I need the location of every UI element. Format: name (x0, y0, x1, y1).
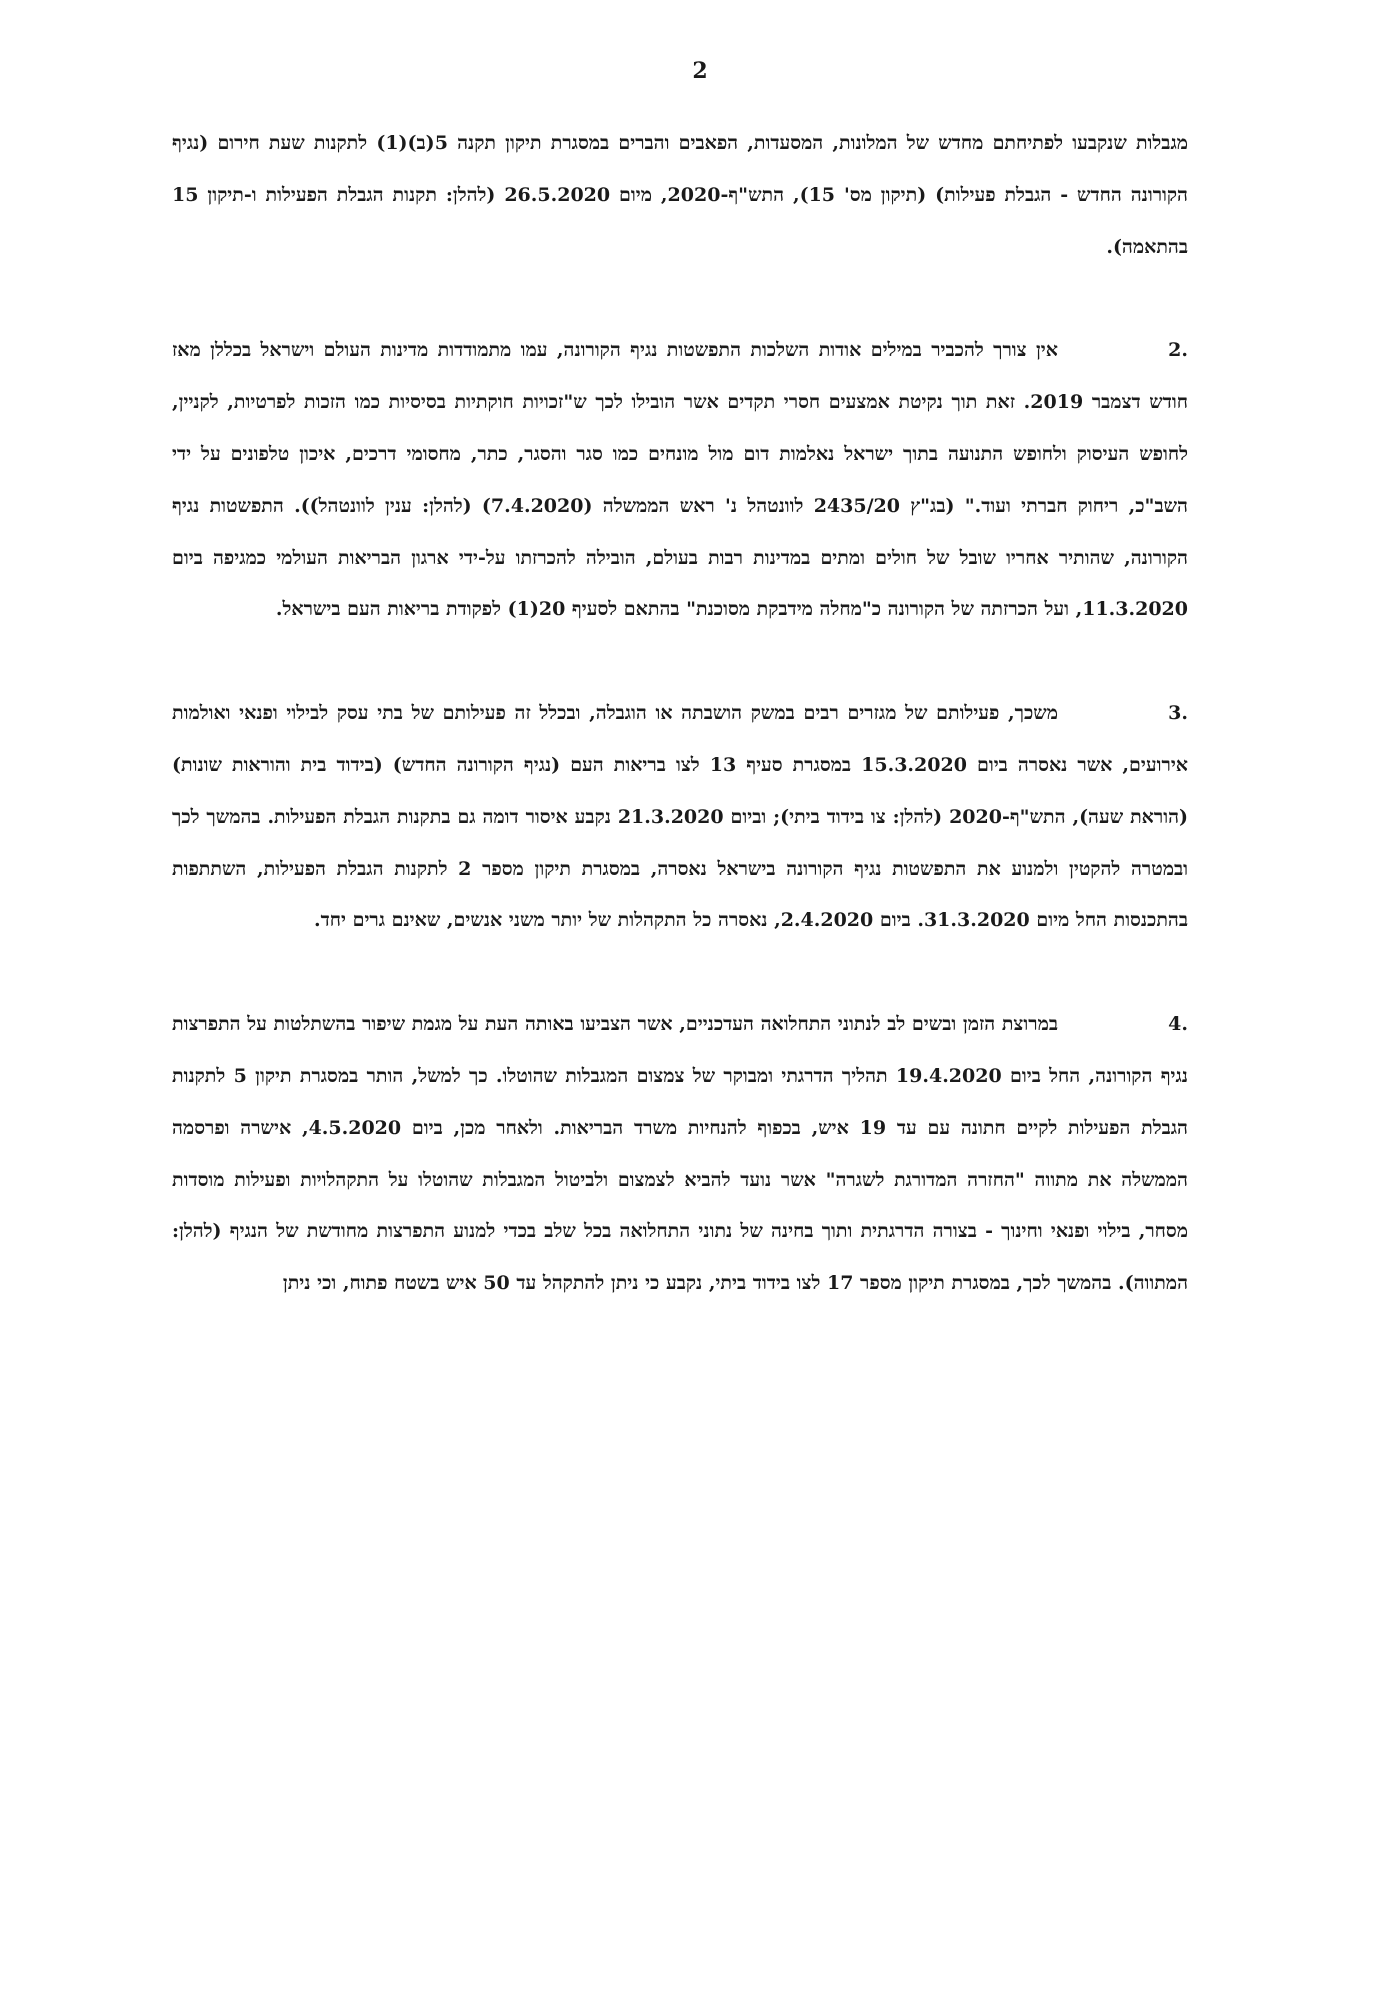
paragraph-text: מגבלות שנקבעו לפתיחתם מחדש של המלונות, המסעדות, הפאבים והברים במסגרת תיקון תקנה 5(ב)(1) לתקנות שעת חירום (נגיף הקורונה החדש - הגבלת פעילות) (תיקון מס' 15), התש"ף-2020, מיום 26.5.2020 (להלן: תקנות הגבלת הפעילות ו-תיקון 15 בהתאמה). (172, 132, 1188, 258)
paragraph-number: .2 (1168, 339, 1188, 362)
paragraph-number: .3 (1168, 702, 1188, 725)
paragraph-3 (172, 688, 1188, 947)
paragraph-text: משכך, פעילותם של מגזרים רבים במשק הושבתה או הוגבלה, ובכלל זה פעילותם של בתי עסק לבילוי ופנאי ואולמות אירועים, אשר נאסרה ביום 15.3.2020 במסגרת סעיף 13 לצו בריאות העם (נגיף הקורונה החדש) (בידוד בית והוראות שונות) (הוראת שעה), התש"ף-2020 (להלן: צו בידוד ביתי); וביום 21.3.2020 נקבע איסור דומה גם בתקנות הגבלת הפעילות. בהמשך לכך ובמטרה להקטין ולמנוע את התפשטות נגיף הקורונה בישראל נאסרה, במסגרת תיקון מספר 2 לתקנות הגבלת הפעילות, השתתפות בהתכנסות החל מיום 31.3.2020. ביום 2.4.2020, נאסרה כל התקהלות של יותר משני אנשים, שאינם גרים יחד. (172, 702, 1188, 932)
paragraph-4 (172, 999, 1188, 1310)
paragraph-continued (172, 118, 1188, 273)
paragraph-text: אין צורך להכביר במילים אודות השלכות התפשטות נגיף הקורונה, עמו מתמודדות מדינות העולם וישראל בכללן מאז חודש דצמבר 2019. זאת תוך נקיטת אמצעים חסרי תקדים אשר הובילו לכך ש"זכויות חוקתיות בסיסיות כמו הזכות לפרטיות, לקניין, לחופש העיסוק ולחופש התנועה בתוך ישראל נאלמות דום מול מונחים כמו סגר והסגר, כתר, מחסומי דרכים, איכון טלפונים על ידי השב"כ, ריחוק חברתי ועוד." (בג"ץ 2435/20 לוונטהל נ' ראש הממשלה (7.4.2020) (להלן: ענין לוונטהל)). התפשטות נגיף הקורונה, שהותיר אחריו שובל של חולים ומתים במדינות רבות בעולם, הובילה להכרזתו על-ידי ארגון הבריאות העולמי כמגיפה ביום 11.3.2020, ועל הכרזתה של הקורונה כ"מחלה מידבקת מסוכנת" בהתאם לסעיף 20(1) לפקודת בריאות העם בישראל. (172, 339, 1189, 621)
paragraph-number: .4 (1168, 1013, 1188, 1036)
document-body (172, 118, 1188, 1310)
paragraph-text: במרוצת הזמן ובשים לב לנתוני התחלואה העדכניים, אשר הצביעו באותה העת על מגמת שיפור בהשתלטות על התפרצות נגיף הקורונה, החל ביום 19.4.2020 תהליך הדרגתי ומבוקר של צמצום המגבלות שהוטלו. כך למשל, הותר במסגרת תיקון 5 לתקנות הגבלת הפעילות לקיים חתונה עם עד 19 איש, בכפוף להנחיות משרד הבריאות. ולאחר מכן, ביום 4.5.2020, אישרה ופרסמה הממשלה את מתווה "החזרה המדורגת לשגרה" אשר נועד להביא לצמצום ולביטול המגבלות שהוטלו על התקהלויות ופעילות מוסדות מסחר, בילוי ופנאי וחינוך - בצורה הדרגתית ותוך בחינה של נתוני התחלואה בכל שלב בכדי למנוע התפרצות מחודשת של הנגיף (להלן: המתווה). בהמשך לכך, במסגרת תיקון מספר 17 לצו בידוד ביתי, נקבע כי ניתן להתקהל עד 50 איש בשטח פתוח, וכי ניתן (172, 1013, 1188, 1295)
page-number: 2 (692, 58, 708, 84)
paragraph-2 (172, 325, 1188, 636)
